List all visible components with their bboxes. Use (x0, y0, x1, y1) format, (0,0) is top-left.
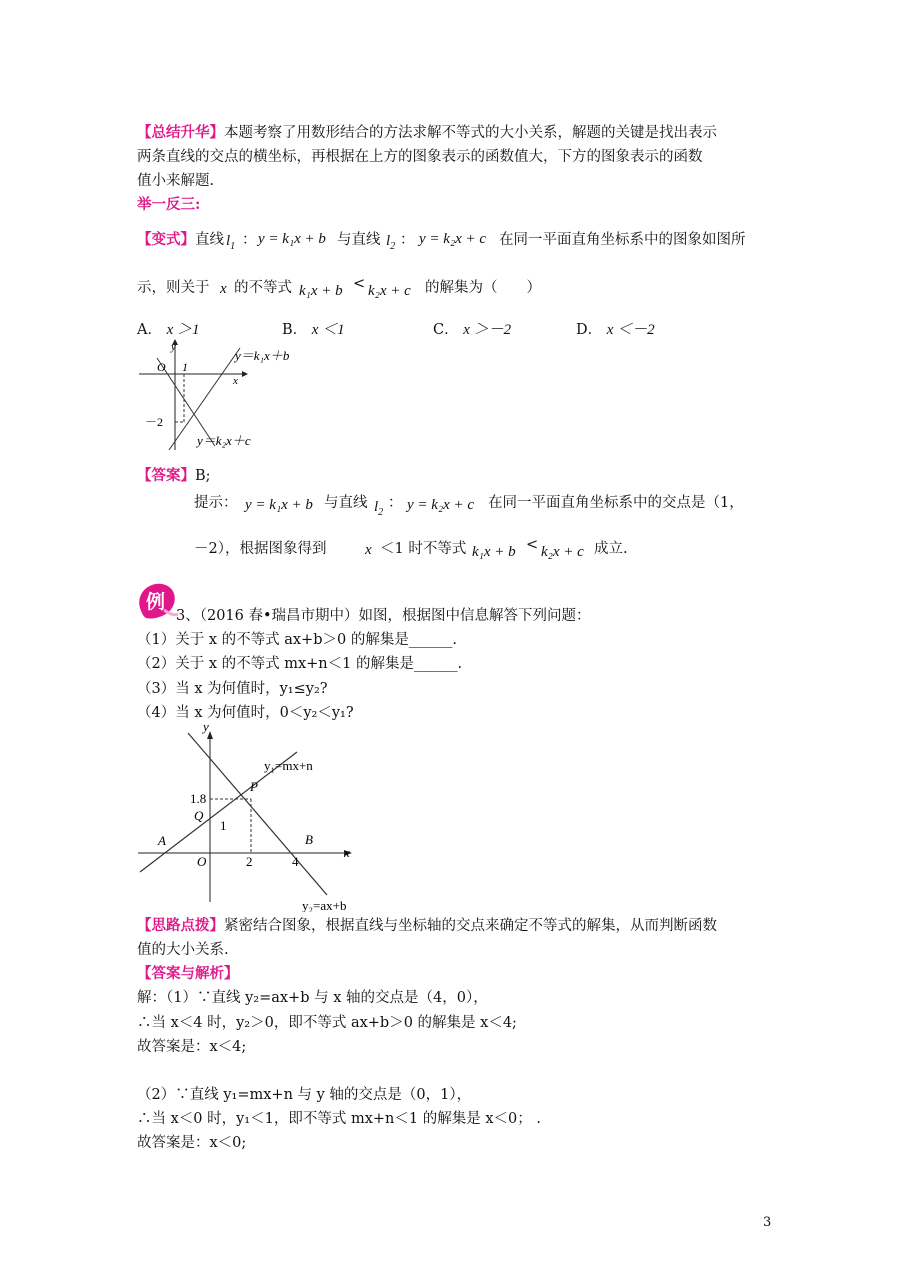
answer1-eq1: y = k₁x + b (245, 497, 313, 513)
graph2-value-4: 4 (292, 854, 299, 869)
example3-q1: （1）关于 x 的不等式 ax+b＞0 的解集是______. (137, 632, 457, 648)
solution-line-5: ∴当 x＜0 时，y₁＜1，即不等式 mx+n＜1 的解集是 x＜0； . (137, 1111, 541, 1127)
solution-line-4: （2）∵直线 y₁=mx+n 与 y 轴的交点是（0，1）， (137, 1087, 472, 1103)
graph2-value-2: 2 (246, 854, 253, 869)
option-c: C． x ＞－2 (433, 322, 512, 338)
graph1-one: 1 (182, 360, 188, 374)
graph2-x-label: x (344, 845, 350, 860)
summary-text-1: 本题考察了用数形结合的方法求解不等式的大小关系，解题的关键是找出表示 (224, 125, 717, 141)
variant-text-5: 的不等式 (234, 280, 292, 296)
variant-l1: $l_1$ (226, 233, 236, 252)
graph2-B: B (305, 832, 313, 847)
solution-line-3: 故答案是：x＜4; (137, 1039, 247, 1055)
variant-text-3: 在同一平面直角坐标系中的图象如图所 (499, 232, 746, 248)
answer1-hint-mid: 在同一平面直角坐标系中的交点是（1， (488, 495, 744, 511)
example3-q4: （4）当 x 为何值时，0＜y₂＜y₁? (137, 705, 354, 721)
example3-q3: （3）当 x 为何值时，y₁≤y₂? (137, 681, 328, 697)
answer1-line (137, 464, 211, 485)
hint3-label: 【思路点拨】 (137, 917, 224, 934)
option-d: D． x ＜－2 (576, 322, 655, 338)
variant-label: 【变式】 (137, 231, 195, 248)
graph2-P: P (250, 779, 258, 794)
variant-ineq-left: k₁x + b (299, 283, 343, 299)
graph2-value-1: 1 (220, 818, 227, 833)
graph1-y-label: y (171, 341, 176, 353)
summary-line-3: 值小来解题. (137, 173, 215, 189)
hint3-text-1: 紧密结合图象，根据直线与坐标轴的交点来确定不等式的解集，从而判断函数 (224, 918, 717, 934)
summary-line-1 (137, 121, 717, 145)
answer1-hint-2b: ＜1 时不等式 (380, 541, 467, 557)
solution-line-1: 解：（1）∵直线 y₂=ax+b 与 x 轴的交点是（4，0）， (137, 990, 488, 1006)
option-b: B． x ＜1 (282, 322, 345, 338)
page-number: 3 (763, 1215, 772, 1230)
variant-label-group (137, 228, 224, 249)
example-badge-text: 例 (146, 592, 166, 613)
option-a: A． x ＞1 (137, 322, 200, 338)
answer1-ineq-right: k₂x + c (541, 544, 584, 560)
practice-title: 举一反三: (137, 196, 201, 213)
answer1-label: 【答案】 (137, 467, 195, 484)
variant-l2: $l_2$ (386, 233, 396, 252)
variant-eq1: y = k₁x + b (258, 231, 326, 247)
variant-text-2: 与直线 (337, 232, 381, 248)
graph2-y2-label: y₂=ax+b (302, 898, 347, 912)
answer1-hint-end: 成立. (594, 541, 628, 557)
answer1-lt: < (526, 537, 539, 553)
solution-line-2: ∴当 x＜4 时，y₂＞0，即不等式 ax+b＞0 的解集是 x＜4; (137, 1015, 517, 1031)
variant-eq2: y = k₂x + c (419, 231, 487, 247)
graph1-x-arrow (242, 371, 248, 377)
graph-2 (130, 717, 370, 912)
variant-colon-1: ： (242, 232, 257, 248)
graph2-origin: O (197, 854, 207, 869)
answer1-value: B; (195, 468, 211, 484)
example3-title: 3、（2016 春•瑞昌市期中）如图，根据图中信息解答下列问题： (176, 608, 591, 624)
summary-label: 【总结升华】 (137, 124, 224, 141)
hint3-line-2: 值的大小关系. (137, 942, 229, 958)
graph1-origin: O (157, 360, 166, 374)
variant-ineq-right: k₂x + c (368, 283, 411, 299)
answer1-hint-2a: －2），根据图象得到 (194, 541, 327, 557)
summary-line-2: 两条直线的交点的横坐标，再根据在上方的图象表示的函数值大，下方的图象表示的函数 (137, 149, 703, 165)
graph2-y1-label: y₁=mx+n (264, 758, 313, 773)
variant-colon-2: ： (400, 232, 415, 248)
answer1-l2: $l_2$ (374, 499, 384, 518)
answer1-x: x (365, 542, 372, 558)
answer1-colon: ： (388, 495, 403, 511)
answer1-ineq-left: k₁x + b (472, 544, 516, 560)
graph2-value-1-8: 1.8 (190, 791, 207, 806)
hint3-line-1 (137, 914, 717, 938)
variant-x: x (220, 281, 227, 297)
graph2-A: A (158, 833, 166, 848)
graph1-x-label: x (233, 375, 238, 387)
answer1-eq2: y = k₂x + c (407, 497, 475, 513)
answer1-hint-prefix: 提示： (194, 495, 238, 511)
variant-text-4: 示，则关于 (137, 280, 210, 296)
variant-text-6: 的解集为（ ） (425, 280, 541, 296)
variant-lt: < (353, 276, 366, 292)
solution-line-6: 故答案是：x＜0; (137, 1135, 247, 1151)
example3-q2: （2）关于 x 的不等式 mx+n＜1 的解集是______. (137, 656, 463, 672)
example-badge-icon (134, 580, 180, 622)
variant-text-1: 直线 (195, 232, 224, 248)
graph1-minus-two: －2 (145, 415, 164, 429)
graph-1 (135, 338, 295, 453)
graph1-line1-label: y＝k₁x＋b (235, 348, 290, 363)
answer1-with-line: 与直线 (324, 495, 368, 511)
graph2-Q: Q (194, 808, 204, 823)
graph1-line2-label: y＝k₂x＋c (197, 433, 251, 448)
solution-label: 【答案与解析】 (137, 965, 239, 982)
graph2-y-label: y (203, 719, 209, 734)
